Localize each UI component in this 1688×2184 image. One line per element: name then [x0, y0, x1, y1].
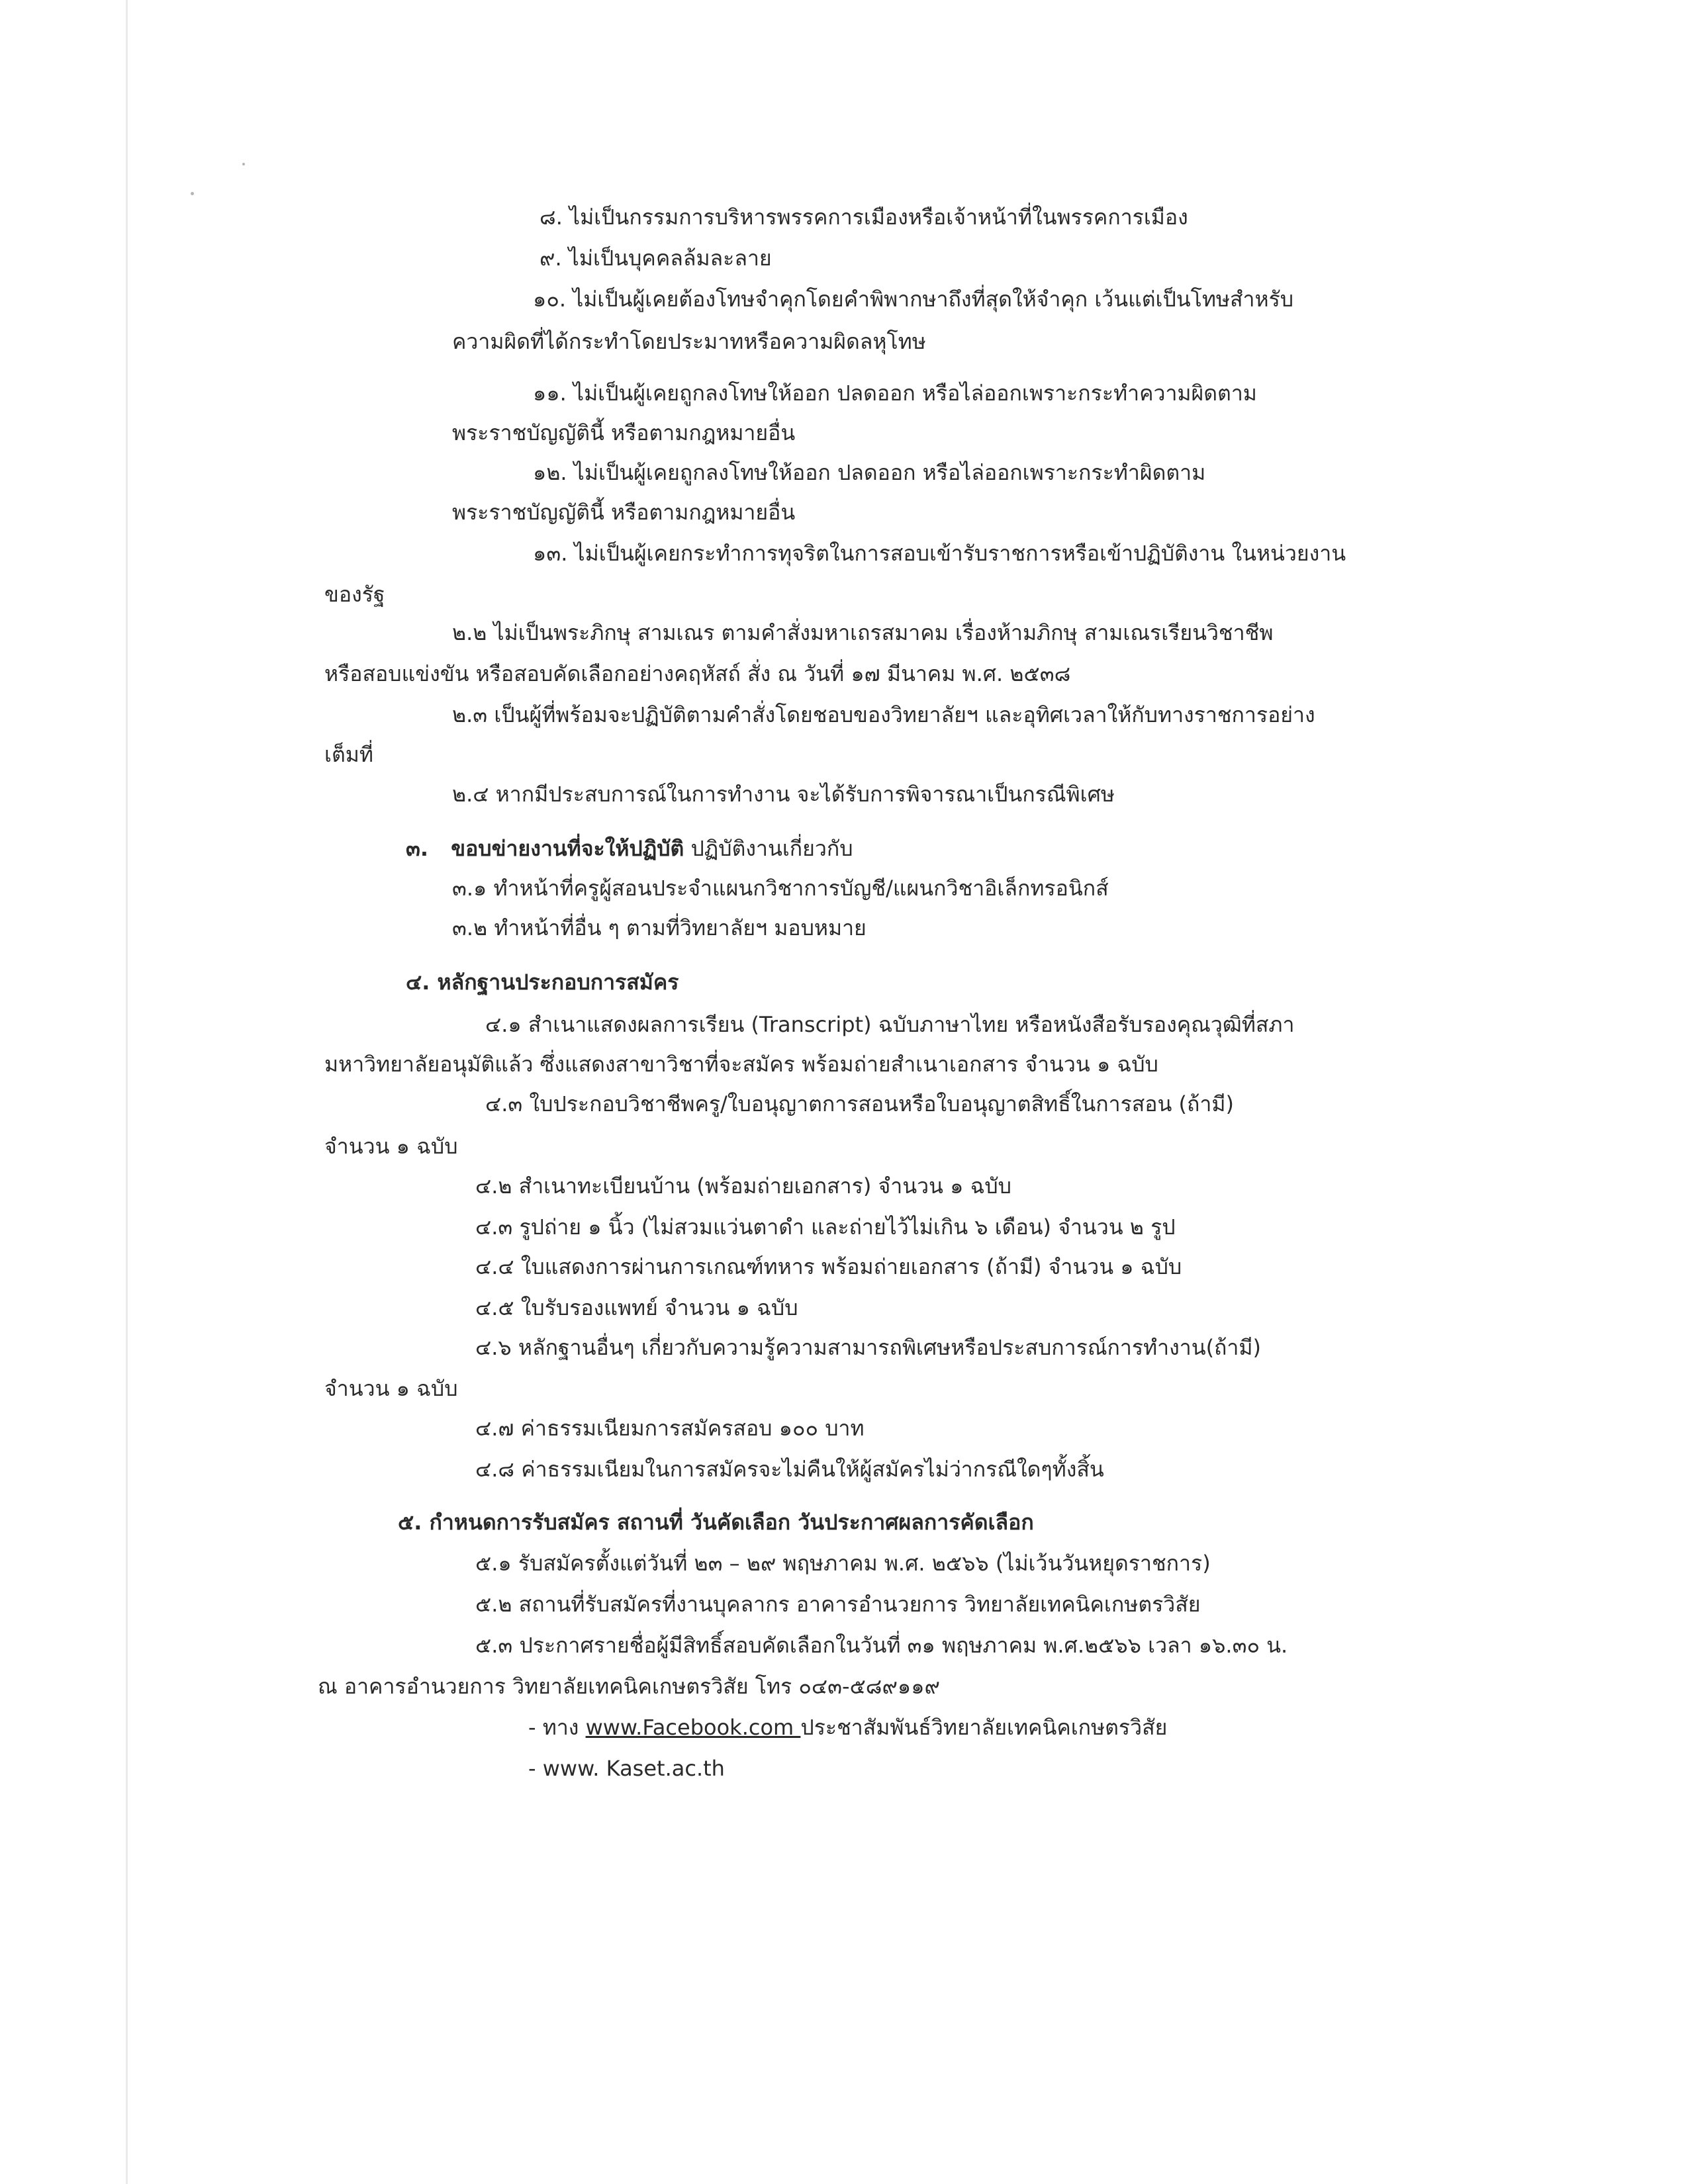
qualification-8: ๘. ไม่เป็นกรรมการบริหารพรรคการเมืองหรือเจ้าหน้าที่ในพรรคการเมือง	[539, 205, 1188, 230]
item-2-4: ๒.๔ หากมีประสบการณ์ในการทำงาน จะได้รับการพิจารณาเป็นกรณีพิเศษ	[452, 782, 1115, 807]
qualification-12-line2: พระราชบัญญัตินี้ หรือตามกฎหมายอื่น	[452, 500, 796, 525]
qualification-10-line1: ๑๐. ไม่เป็นผู้เคยต้องโทษจำคุกโดยคำพิพากษาถึงที่สุดให้จำคุก เว้นแต่เป็นโทษสำหรับ	[533, 287, 1294, 312]
item-4-4: ๔.๔ ใบแสดงการผ่านการเกณฑ์ทหาร พร้อมถ่ายเอกสาร (ถ้ามี) จำนวน ๑ ฉบับ	[475, 1254, 1182, 1279]
item-4-3-license-line1: ๔.๓ ใบประกอบวิชาชีพครู/ใบอนุญาตการสอนหรือใบอนุญาตสิทธิ์ในการสอน (ถ้ามี)	[485, 1091, 1234, 1116]
item-4-2: ๔.๒ สำเนาทะเบียนบ้าน (พร้อมถ่ายเอกสาร) จำนวน ๑ ฉบับ	[475, 1173, 1011, 1199]
scan-edge-shadow	[126, 0, 128, 2184]
item-5-2: ๕.๒ สถานที่รับสมัครที่งานบุคลากร อาคารอำนวยการ วิทยาลัยเทคนิคเกษตรวิสัย	[475, 1592, 1201, 1617]
item-4-6-line1: ๔.๖ หลักฐานอื่นๆ เกี่ยวกับความรู้ความสามารถพิเศษหรือประสบการณ์การทำงาน(ถ้ามี)	[475, 1335, 1261, 1360]
qualification-13-line2: ของรัฐ	[324, 582, 385, 607]
item-4-6-line2: จำนวน ๑ ฉบับ	[324, 1376, 458, 1401]
item-4-1-line2: มหาวิทยาลัยอนุมัติแล้ว ซึ่งแสดงสาขาวิชาที่จะสมัคร พร้อมถ่ายสำเนาเอกสาร จำนวน ๑ ฉบับ	[324, 1052, 1158, 1077]
item-5-3-line2: ณ อาคารอำนวยการ วิทยาลัยเทคนิคเกษตรวิสัย โทร ๐๔๓-๕๘๙๑๑๙	[318, 1674, 940, 1699]
item-4-3-license-line2: จำนวน ๑ ฉบับ	[324, 1134, 458, 1159]
item-2-2-line2: หรือสอบแข่งขัน หรือสอบคัดเลือกอย่างคฤหัสถ์ สั่ง ณ วันที่ ๑๗ มีนาคม พ.ศ. ๒๕๓๘	[324, 661, 1071, 686]
facebook-page-name: ประชาสัมพันธ์วิทยาลัยเทคนิคเกษตรวิสัย	[800, 1715, 1168, 1740]
item-5-1: ๕.๑ รับสมัครตั้งแต่วันที่ ๒๓ – ๒๙ พฤษภาคม พ.ศ. ๒๕๖๖ (ไม่เว้นวันหยุดราชการ)	[475, 1551, 1211, 1576]
section-3-title: ขอบข่ายงานที่จะให้ปฏิบัติ	[451, 836, 684, 861]
item-4-1-line1: ๔.๑ สำเนาแสดงผลการเรียน (Transcript) ฉบับภาษาไทย หรือหนังสือรับรองคุณวุฒิที่สภา	[485, 1012, 1295, 1037]
facebook-link[interactable]: www.Facebook.com	[585, 1715, 801, 1740]
scan-speck	[191, 192, 194, 195]
item-5-3-line1: ๕.๓ ประกาศรายชื่อผู้มีสิทธิ์สอบคัดเลือกในวันที่ ๓๑ พฤษภาคม พ.ศ.๒๕๖๖ เวลา ๑๖.๓๐ น.	[475, 1633, 1288, 1658]
qualification-11-line1: ๑๑. ไม่เป็นผู้เคยถูกลงโทษให้ออก ปลดออก หรือไล่ออกเพราะกระทำความผิดตาม	[533, 381, 1257, 406]
scan-speck	[242, 163, 245, 165]
item-2-2-line1: ๒.๒ ไม่เป็นพระภิกษุ สามเณร ตามคำสั่งมหาเถรสมาคม เรื่องห้ามภิกษุ สามเณรเรียนวิชาชีพ	[452, 620, 1274, 645]
section-5-title: ๕. กำหนดการรับสมัคร สถานที่ วันคัดเลือก วันประกาศผลการคัดเลือก	[398, 1510, 1034, 1535]
section-3-number: ๓.	[406, 836, 429, 861]
item-3-2: ๓.๒ ทำหน้าที่อื่น ๆ ตามที่วิทยาลัยฯ มอบหมาย	[452, 915, 867, 940]
facebook-line	[528, 1713, 1167, 1742]
section-3-heading	[406, 834, 853, 863]
item-4-8: ๔.๘ ค่าธรรมเนียมในการสมัครจะไม่คืนให้ผู้สมัครไม่ว่ากรณีใดๆทั้งสิ้น	[475, 1457, 1104, 1482]
item-4-3-photo: ๔.๓ รูปถ่าย ๑ นิ้ว (ไม่สวมแว่นตาดำ และถ่ายไว้ไม่เกิน ๖ เดือน) จำนวน ๒ รูป	[475, 1214, 1176, 1240]
item-3-1: ๓.๑ ทำหน้าที่ครูผู้สอนประจำแผนกวิชาการบัญชี/แผนกวิชาอิเล็กทรอนิกส์	[452, 876, 1109, 901]
website-line: - www. Kaset.ac.th	[528, 1756, 725, 1781]
item-2-3-line1: ๒.๓ เป็นผู้ที่พร้อมจะปฏิบัติตามคำสั่งโดยชอบของวิทยาลัยฯ และอุทิศเวลาให้กับทางราชการอย่าง	[452, 702, 1315, 727]
item-4-7: ๔.๗ ค่าธรรมเนียมการสมัครสอบ ๑๐๐ บาท	[475, 1416, 865, 1441]
section-4-title: ๔. หลักฐานประกอบการสมัคร	[406, 970, 679, 995]
section-3-description: ปฏิบัติงานเกี่ยวกับ	[690, 836, 853, 861]
qualification-13-line1: ๑๓. ไม่เป็นผู้เคยกระทำการทุจริตในการสอบเข้ารับราชการหรือเข้าปฏิบัติงาน ในหน่วยงาน	[533, 541, 1346, 566]
qualification-10-line2: ความผิดที่ได้กระทำโดยประมาทหรือความผิดลหุโทษ	[452, 329, 926, 354]
qualification-12-line1: ๑๒. ไม่เป็นผู้เคยถูกลงโทษให้ออก ปลดออก หรือไล่ออกเพราะกระทำผิดตาม	[533, 460, 1206, 485]
facebook-prefix: - ทาง	[528, 1715, 586, 1740]
item-4-5: ๔.๕ ใบรับรองแพทย์ จำนวน ๑ ฉบับ	[475, 1295, 798, 1320]
item-2-3-line2: เต็มที่	[324, 742, 373, 767]
qualification-9: ๙. ไม่เป็นบุคคลล้มละลาย	[539, 246, 772, 271]
qualification-11-line2: พระราชบัญญัตินี้ หรือตามกฎหมายอื่น	[452, 420, 796, 445]
